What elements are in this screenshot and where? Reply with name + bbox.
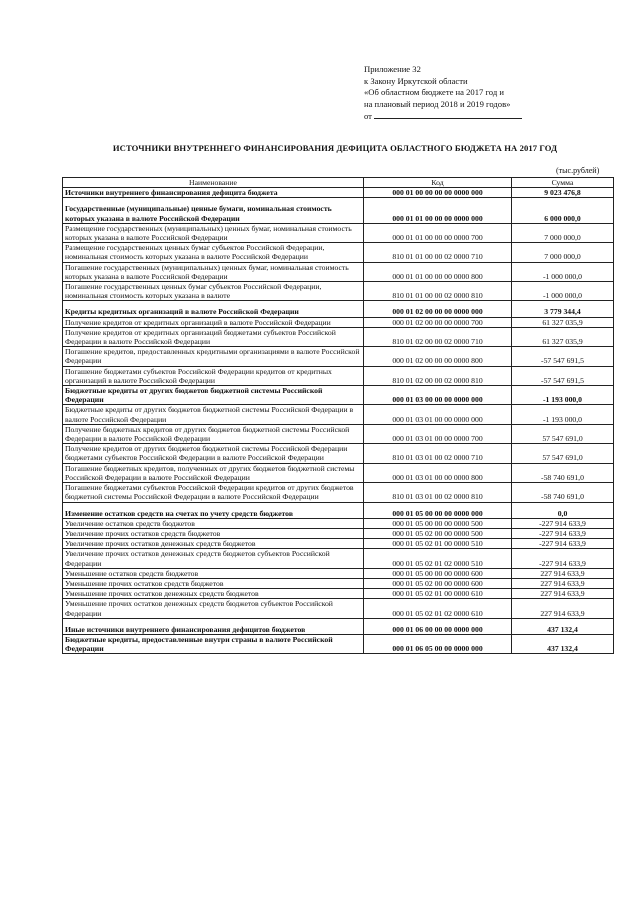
table-row <box>63 483 614 502</box>
table-row <box>63 262 614 281</box>
table-row <box>63 528 614 538</box>
row-code-cell: 000 01 05 02 01 02 0000 510 <box>364 549 512 568</box>
table-row <box>63 618 614 634</box>
table-row <box>63 198 614 223</box>
table-row <box>63 386 614 405</box>
row-name-cell: Получение бюджетных кредитов от других бюджетов бюджетной системы Российской Федерации в валюте Российской Федерации <box>63 424 364 443</box>
row-sum-cell: 3 779 344,4 <box>512 301 614 317</box>
units-label: (тыс.рублей) <box>556 166 600 175</box>
row-sum-cell: 61 327 035,9 <box>512 327 614 346</box>
row-name-cell: Погашение кредитов, предоставленных кредитными организациями в валюте Российской Федерации <box>63 347 364 366</box>
table-row <box>63 243 614 262</box>
row-code-cell: 810 01 03 01 00 02 0000 810 <box>364 483 512 502</box>
row-sum-cell: 437 132,4 <box>512 618 614 634</box>
table-row <box>63 327 614 346</box>
row-code-cell: 000 01 05 02 01 00 0000 610 <box>364 589 512 599</box>
row-name-cell: Увеличение прочих остатков денежных средств бюджетов субъектов Российской Федерации <box>63 549 364 568</box>
row-code-cell: 000 01 03 01 00 00 0000 000 <box>364 405 512 424</box>
column-header-name: Наименование <box>63 178 364 188</box>
row-name-cell: Источники внутреннего финансирования дефицита бюджета <box>63 188 364 198</box>
date-blank-line <box>374 110 522 119</box>
row-code-cell: 810 01 02 00 00 02 0000 810 <box>364 366 512 385</box>
row-sum-cell: 9 023 476,8 <box>512 188 614 198</box>
appendix-number: Приложение 32 <box>364 64 421 74</box>
row-sum-cell: 6 000 000,0 <box>512 198 614 223</box>
table-row <box>63 599 614 618</box>
financing-table <box>62 177 614 654</box>
row-name-cell: Уменьшение прочих остатков денежных средств бюджетов <box>63 589 364 599</box>
row-code-cell: 000 01 05 02 01 02 0000 610 <box>364 599 512 618</box>
appendix-law: к Закону Иркутской области <box>364 75 468 86</box>
row-code-cell: 000 01 01 00 00 00 0000 800 <box>364 262 512 281</box>
row-code-cell: 000 01 01 00 00 00 0000 000 <box>364 198 512 223</box>
row-name-cell: Уменьшение прочих остатков средств бюджетов <box>63 578 364 588</box>
row-code-cell: 000 01 03 01 00 00 0000 800 <box>364 463 512 482</box>
table-row <box>63 282 614 301</box>
row-name-cell: Увеличение остатков средств бюджетов <box>63 518 364 528</box>
row-code-cell: 810 01 01 00 00 02 0000 810 <box>364 282 512 301</box>
row-name-cell: Размещение государственных ценных бумаг субъектов Российской Федерации, номинальная стоимость которых указана в валюте Российской Федерации <box>63 243 364 262</box>
table-row <box>63 568 614 578</box>
row-sum-cell: 7 000 000,0 <box>512 243 614 262</box>
table-row <box>63 223 614 242</box>
row-name-cell: Бюджетные кредиты, предоставленные внутри страны в валюте Российской Федерации <box>63 634 364 653</box>
row-sum-cell: 0,0 <box>512 502 614 518</box>
table-row <box>63 539 614 549</box>
row-name-cell: Погашение бюджетами субъектов Российской Федерации кредитов от других бюджетов бюджетной системы Российской Федерации в валюте Российской Федерации <box>63 483 364 502</box>
row-code-cell: 000 01 02 00 00 00 0000 800 <box>364 347 512 366</box>
column-header-code: Код <box>364 178 512 188</box>
row-code-cell: 000 01 03 00 00 00 0000 000 <box>364 386 512 405</box>
row-code-cell: 000 01 05 00 00 00 0000 000 <box>364 502 512 518</box>
row-code-cell: 000 01 05 02 00 00 0000 600 <box>364 578 512 588</box>
table-row <box>63 634 614 653</box>
row-sum-cell: 437 132,4 <box>512 634 614 653</box>
row-code-cell: 000 01 01 00 00 00 0000 700 <box>364 223 512 242</box>
row-name-cell: Увеличение прочих остатков средств бюджетов <box>63 528 364 538</box>
table-row <box>63 347 614 366</box>
row-sum-cell: -227 914 633,9 <box>512 518 614 528</box>
column-header-sum: Сумма <box>512 178 614 188</box>
table-row <box>63 317 614 327</box>
appendix-law-title-2: на плановый период 2018 и 2019 годов» <box>364 98 511 109</box>
row-name-cell: Размещение государственных (муниципальных) ценных бумаг, номинальная стоимость которых указана в валюте Российской Федерации <box>63 223 364 242</box>
row-code-cell: 000 01 03 01 00 00 0000 700 <box>364 424 512 443</box>
table-row <box>63 366 614 385</box>
row-sum-cell: -227 914 633,9 <box>512 539 614 549</box>
row-sum-cell: 227 914 633,9 <box>512 589 614 599</box>
row-sum-cell: 227 914 633,9 <box>512 599 614 618</box>
row-code-cell: 000 01 05 02 00 00 0000 500 <box>364 528 512 538</box>
row-name-cell: Погашение бюджетами субъектов Российской Федерации кредитов от кредитных организаций в валюте Российской Федерации <box>63 366 364 385</box>
row-code-cell: 000 01 05 02 01 00 0000 510 <box>364 539 512 549</box>
row-code-cell: 000 01 06 05 00 00 0000 000 <box>364 634 512 653</box>
row-sum-cell: -227 914 633,9 <box>512 528 614 538</box>
row-name-cell: Погашение бюджетных кредитов, полученных от других бюджетов бюджетной системы Российской Федерации в валюте Российской Федерации <box>63 463 364 482</box>
row-sum-cell: -227 914 633,9 <box>512 549 614 568</box>
row-sum-cell: -57 547 691,5 <box>512 366 614 385</box>
row-sum-cell: -58 740 691,0 <box>512 483 614 502</box>
row-name-cell: Получение кредитов от кредитных организаций в валюте Российской Федерации <box>63 317 364 327</box>
row-name-cell: Получение кредитов от кредитных организаций бюджетами субъектов Российской Федерации в валюте Российской Федерации <box>63 327 364 346</box>
row-name-cell: Государственные (муниципальные) ценные бумаги, номинальная стоимость которых указана в валюте Российской Федерации <box>63 198 364 223</box>
appendix-header <box>364 64 604 123</box>
row-sum-cell: 57 547 691,0 <box>512 444 614 463</box>
row-code-cell: 000 01 02 00 00 00 0000 700 <box>364 317 512 327</box>
appendix-law-title-1: «Об областном бюджете на 2017 год и <box>364 87 504 98</box>
row-code-cell: 810 01 03 01 00 02 0000 710 <box>364 444 512 463</box>
row-sum-cell: 57 547 691,0 <box>512 424 614 443</box>
row-sum-cell: 7 000 000,0 <box>512 223 614 242</box>
row-name-cell: Погашение государственных ценных бумаг субъектов Российской Федерации, номинальная стоимость которых указана в валюте <box>63 282 364 301</box>
document-title: ИСТОЧНИКИ ВНУТРЕННЕГО ФИНАНСИРОВАНИЯ ДЕФИЦИТА ОБЛАСТНОГО БЮДЖЕТА НА 2017 ГОД <box>112 143 558 153</box>
row-name-cell: Получение кредитов от других бюджетов бюджетной системы Российской Федерации бюджетами субъектов Российской Федерации в валюте Российской Федерации <box>63 444 364 463</box>
table-row <box>63 463 614 482</box>
table-row <box>63 589 614 599</box>
row-name-cell: Бюджетные кредиты от других бюджетов бюджетной системы Российской Федерации в валюте Российской Федерации <box>63 405 364 424</box>
row-name-cell: Увеличение прочих остатков денежных средств бюджетов <box>63 539 364 549</box>
table-row <box>63 444 614 463</box>
appendix-date-line <box>364 110 604 123</box>
row-name-cell: Иные источники внутреннего финансирования дефицитов бюджетов <box>63 618 364 634</box>
row-code-cell: 000 01 05 00 00 00 0000 500 <box>364 518 512 528</box>
row-code-cell: 000 01 06 00 00 00 0000 000 <box>364 618 512 634</box>
row-sum-cell: 61 327 035,9 <box>512 317 614 327</box>
row-code-cell: 000 01 00 00 00 00 0000 000 <box>364 188 512 198</box>
row-sum-cell: -1 000 000,0 <box>512 282 614 301</box>
row-sum-cell: -58 740 691,0 <box>512 463 614 482</box>
row-name-cell: Бюджетные кредиты от других бюджетов бюджетной системы Российской Федерации <box>63 386 364 405</box>
table-row <box>63 405 614 424</box>
table-row <box>63 549 614 568</box>
row-name-cell: Уменьшение остатков средств бюджетов <box>63 568 364 578</box>
row-name-cell: Уменьшение прочих остатков денежных средств бюджетов субъектов Российской Федерации <box>63 599 364 618</box>
row-name-cell: Погашение государственных (муниципальных) ценных бумаг, номинальная стоимость которых указана в валюте Российской Федерации <box>63 262 364 281</box>
row-sum-cell: 227 914 633,9 <box>512 568 614 578</box>
row-code-cell: 810 01 01 00 00 02 0000 710 <box>364 243 512 262</box>
row-sum-cell: -57 547 691,5 <box>512 347 614 366</box>
row-sum-cell: 227 914 633,9 <box>512 578 614 588</box>
table-row <box>63 502 614 518</box>
row-name-cell: Изменение остатков средств на счетах по учету средств бюджетов <box>63 502 364 518</box>
row-code-cell: 810 01 02 00 00 02 0000 710 <box>364 327 512 346</box>
row-sum-cell: -1 000 000,0 <box>512 262 614 281</box>
row-code-cell: 000 01 02 00 00 00 0000 000 <box>364 301 512 317</box>
row-sum-cell: -1 193 000,0 <box>512 386 614 405</box>
table-row <box>63 188 614 198</box>
table-header-row <box>63 178 614 188</box>
row-code-cell: 000 01 05 00 00 00 0000 600 <box>364 568 512 578</box>
table-row <box>63 301 614 317</box>
row-sum-cell: -1 193 000,0 <box>512 405 614 424</box>
row-name-cell: Кредиты кредитных организаций в валюте Российской Федерации <box>63 301 364 317</box>
appendix-date-label: от <box>364 111 372 122</box>
table-row <box>63 518 614 528</box>
table-row <box>63 578 614 588</box>
table-row <box>63 424 614 443</box>
table-body <box>63 188 614 654</box>
